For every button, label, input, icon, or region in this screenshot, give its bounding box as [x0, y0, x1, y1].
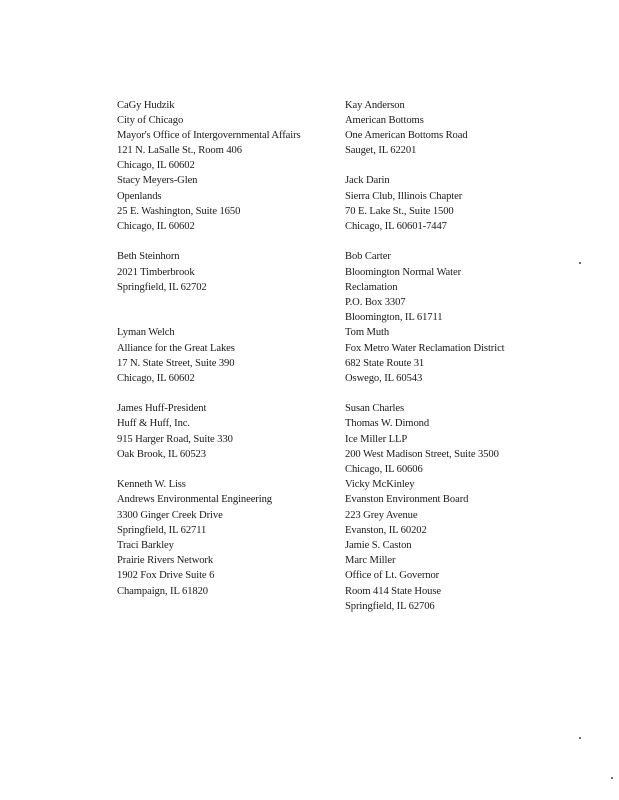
address-line: 1902 Fox Drive Suite 6: [117, 570, 215, 582]
address-line: Alliance for the Great Lakes: [117, 342, 235, 354]
address-line: Lyman Welch: [117, 327, 175, 339]
address-line: Andrews Environmental Engineering: [117, 494, 272, 506]
address-line: Vicky McKinley: [345, 479, 415, 491]
address-line: Office of Lt. Governor: [345, 570, 440, 582]
address-line: 3300 Ginger Creek Drive: [117, 509, 223, 521]
left-address-column: [117, 98, 332, 599]
address-line: Mayor's Office of Intergovernmental Affairs: [117, 129, 301, 141]
address-line: Chicago, IL 60602: [117, 160, 195, 172]
address-line: 223 Grey Avenue: [345, 509, 418, 521]
address-line: Beth Steinhorn: [117, 251, 180, 263]
blank-line: [117, 234, 332, 249]
address-line: Reclamation: [345, 281, 398, 293]
address-line: Oak Brook, IL 60523: [117, 448, 206, 460]
address-line: Chicago, IL 60602: [117, 221, 195, 232]
address-line: Huff & Huff, Inc.: [117, 418, 190, 430]
address-line: 2021 Timberbrook: [117, 266, 195, 278]
address-line: 25 E. Washington, Suite 1650: [117, 205, 241, 217]
address-line: Kay Anderson: [345, 99, 405, 111]
address-line: Openlands: [117, 190, 162, 202]
address-line: Oswego, IL 60543: [345, 372, 423, 384]
right-address-column: [345, 98, 560, 614]
blank-line: [117, 462, 332, 477]
address-line: Bloomington Normal Water: [345, 266, 462, 278]
address-line: American Bottoms: [345, 114, 424, 126]
address-line: Springfield, IL 62702: [117, 281, 207, 293]
address-line: One American Bottoms Road: [345, 129, 468, 141]
blank-line: [117, 386, 332, 401]
blank-line: [345, 386, 560, 401]
address-line: City of Chicago: [117, 114, 184, 126]
blank-line: [345, 234, 560, 249]
address-line: 121 N. LaSalle St., Room 406: [117, 145, 242, 157]
scan-speck: [611, 777, 613, 779]
address-line: 682 State Route 31: [345, 357, 425, 369]
scan-speck: [579, 262, 581, 264]
address-line: Room 414 State House: [345, 585, 441, 597]
address-line: Springfield, IL 62706: [345, 600, 435, 612]
address-line: Tom Muth: [345, 327, 390, 339]
address-line: James Huff-President: [117, 403, 207, 415]
address-line: Prairie Rivers Network: [117, 555, 214, 567]
address-line: 915 Harger Road, Suite 330: [117, 433, 233, 445]
address-line: Kenneth W. Liss: [117, 479, 186, 491]
address-line: 200 West Madison Street, Suite 3500: [345, 448, 499, 460]
address-line: Jack Darin: [345, 175, 390, 187]
address-line: Champaign, IL 61820: [117, 585, 208, 597]
address-line: 17 N. State Street, Suite 390: [117, 357, 235, 369]
address-line: Jamie S. Caston: [345, 539, 412, 551]
address-line: 70 E. Lake St., Suite 1500: [345, 205, 454, 217]
address-line: Bob Carter: [345, 251, 391, 263]
address-line: CaGy Hudzik: [117, 99, 175, 111]
address-line: Fox Metro Water Reclamation District: [345, 342, 505, 354]
blank-line: [117, 295, 332, 310]
address-line: Ice Miller LLP: [345, 433, 408, 445]
address-line: Stacy Meyers-Glen: [117, 175, 198, 187]
address-line: Chicago, IL 60606: [345, 464, 423, 475]
address-line: Thomas W. Dimond: [345, 418, 430, 430]
address-line: Susan Charles: [345, 403, 405, 415]
address-line: Evanston, IL 60202: [345, 524, 427, 536]
address-line: Springfield, IL 62711: [117, 524, 207, 536]
scan-speck: [579, 737, 581, 739]
address-line: Chicago, IL 60601-7447: [345, 221, 447, 232]
address-line: Chicago, IL 60602: [117, 372, 195, 384]
blank-line: [117, 310, 332, 325]
address-line: Marc Miller: [345, 555, 396, 567]
address-line: Sauget, IL 62201: [345, 145, 417, 157]
address-line: Evanston Environment Board: [345, 494, 469, 506]
address-line: Sierra Club, Illinois Chapter: [345, 190, 463, 202]
address-line: Bloomington, IL 61711: [345, 312, 443, 324]
blank-line: [345, 158, 560, 173]
address-line: P.O. Box 3307: [345, 296, 406, 308]
address-line: Traci Barkley: [117, 539, 174, 551]
